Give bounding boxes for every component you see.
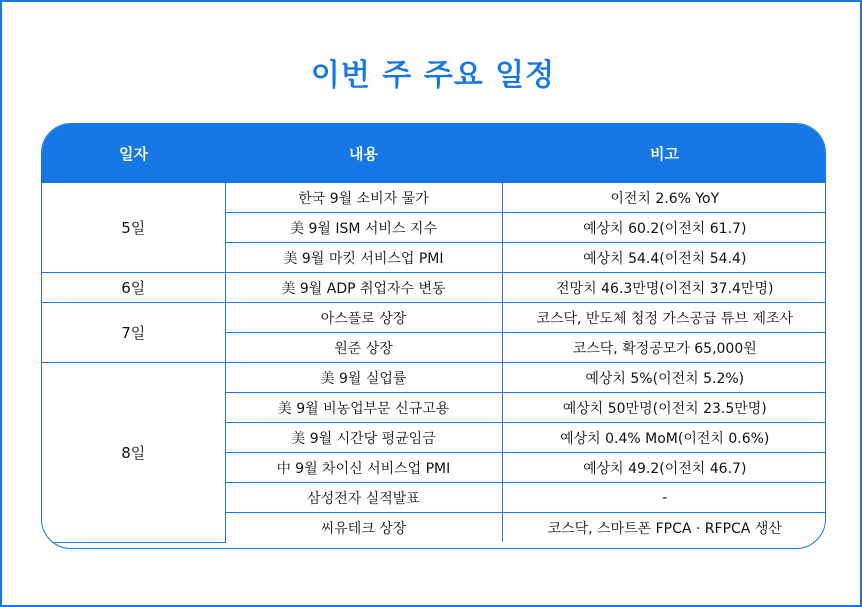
content-cell: 한국 9월 소비자 물가	[225, 183, 502, 213]
schedule-table-container	[41, 123, 826, 549]
table-body	[42, 183, 826, 543]
page-title: 이번 주 주요 일정	[310, 58, 556, 93]
header-date: 일자	[42, 124, 225, 183]
note-cell: 예상치 0.4% MoM(이전치 0.6%)	[502, 423, 826, 453]
content-cell: 中 9월 차이신 서비스업 PMI	[225, 453, 502, 483]
note-cell: 예상치 49.2(이전치 46.7)	[502, 453, 826, 483]
content-cell: 美 9월 ISM 서비스 지수	[225, 213, 502, 243]
content-cell: 美 9월 ADP 취업자수 변동	[225, 273, 502, 303]
note-cell: 코스닥, 반도체 청정 가스공급 튜브 제조사	[502, 303, 826, 333]
day-cell: 8일	[42, 363, 225, 543]
content-cell: 원준 상장	[225, 333, 502, 363]
content-cell: 씨유테크 상장	[225, 513, 502, 543]
table-row	[42, 273, 826, 303]
note-cell: 예상치 5%(이전치 5.2%)	[502, 363, 826, 393]
table-row	[42, 183, 826, 213]
table-row	[42, 303, 826, 333]
day-cell: 6일	[42, 273, 225, 303]
content-cell: 美 9월 실업률	[225, 363, 502, 393]
content-cell: 美 9월 마킷 서비스업 PMI	[225, 243, 502, 273]
content-cell: 美 9월 비농업부문 신규고용	[225, 393, 502, 423]
note-cell: -	[502, 483, 826, 513]
header-note: 비고	[502, 124, 826, 183]
table-header-row	[42, 124, 826, 183]
note-cell: 예상치 54.4(이전치 54.4)	[502, 243, 826, 273]
day-cell: 5일	[42, 183, 225, 273]
note-cell: 코스닥, 확정공모가 65,000원	[502, 333, 826, 363]
note-cell: 코스닥, 스마트폰 FPCA · RFPCA 생산	[502, 513, 826, 543]
note-cell: 전망치 46.3만명(이전치 37.4만명)	[502, 273, 826, 303]
content-cell: 美 9월 시간당 평균임금	[225, 423, 502, 453]
note-cell: 예상치 50만명(이전치 23.5만명)	[502, 393, 826, 423]
note-cell: 이전치 2.6% YoY	[502, 183, 826, 213]
content-cell: 삼성전자 실적발표	[225, 483, 502, 513]
table-row	[42, 363, 826, 393]
content-cell: 아스플로 상장	[225, 303, 502, 333]
header-content: 내용	[225, 124, 502, 183]
schedule-table	[42, 124, 826, 543]
day-cell: 7일	[42, 303, 225, 363]
note-cell: 예상치 60.2(이전치 61.7)	[502, 213, 826, 243]
